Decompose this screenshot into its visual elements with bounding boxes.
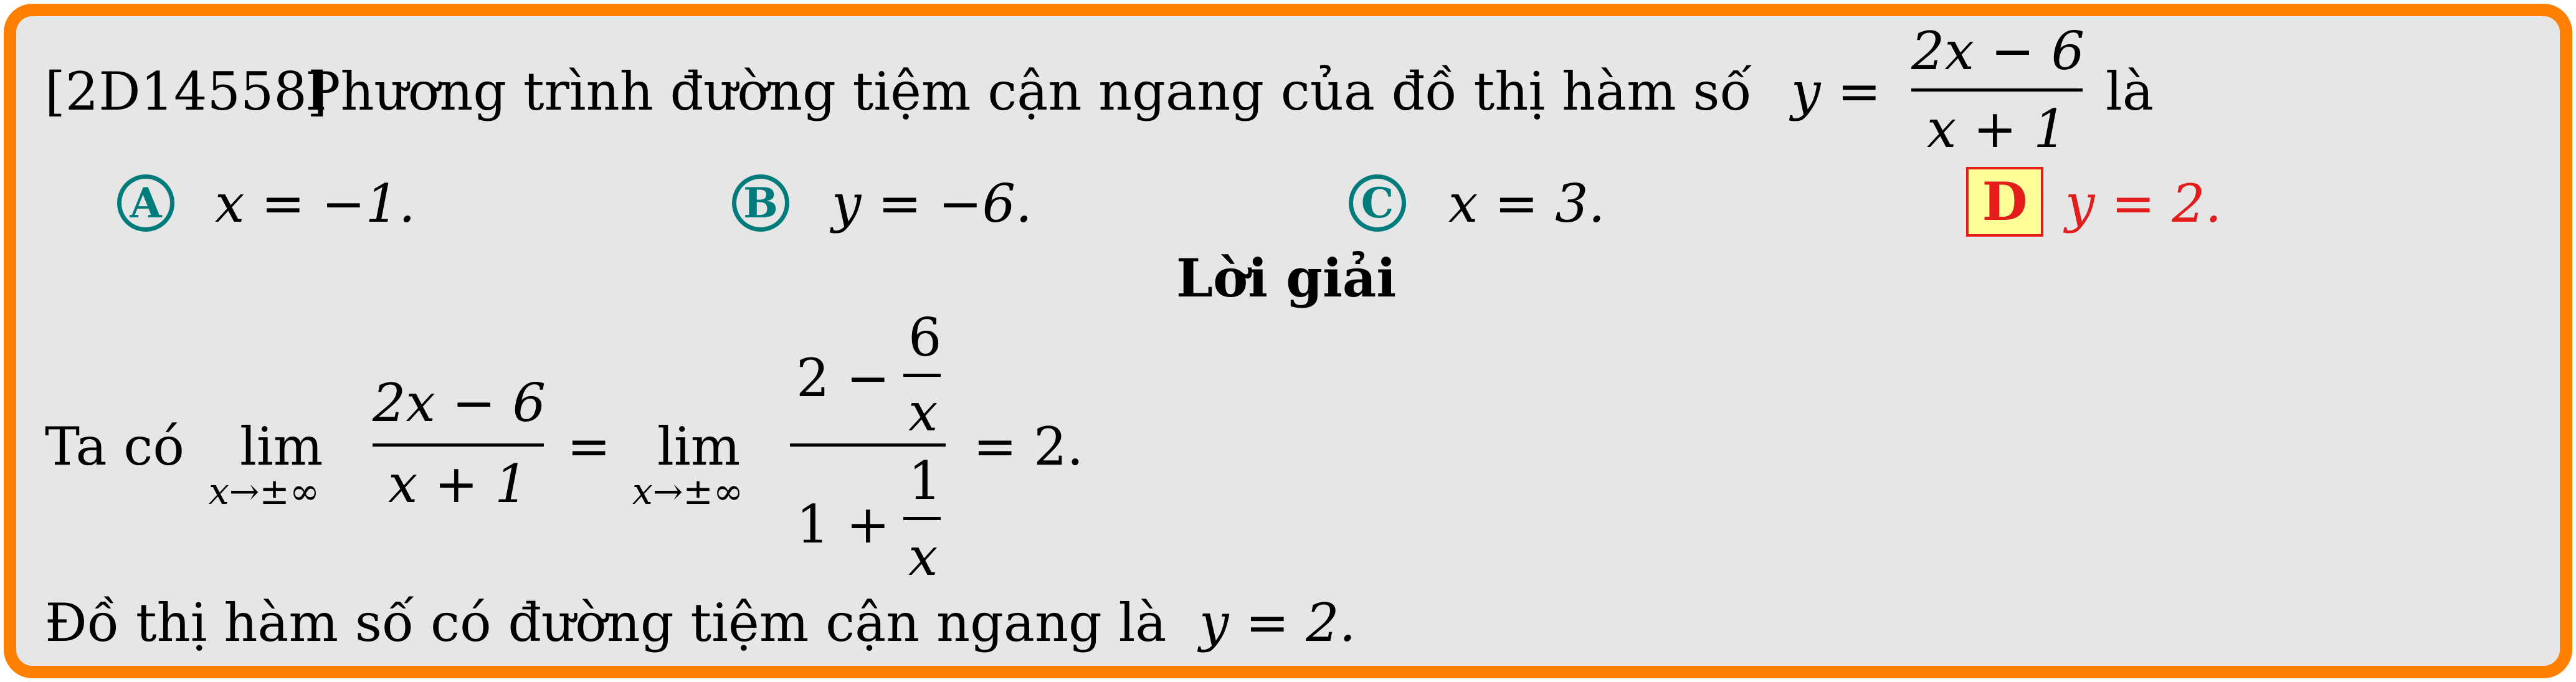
question-y-eq: y = — [1791, 61, 1881, 122]
cf-top-left: 2 − — [796, 348, 890, 409]
fraction-1-denominator: x + 1 — [388, 453, 528, 514]
cf-bottom-bar — [903, 517, 941, 520]
option-d-badge[interactable]: D — [1966, 167, 2043, 237]
option-b-badge[interactable]: B — [732, 174, 789, 232]
equals-sign: = — [567, 416, 611, 477]
fraction-1-bar — [373, 443, 544, 447]
question-tail: là — [2106, 61, 2154, 122]
conclusion-text: Đồ thị hàm số có đường tiệm cận ngang là — [45, 592, 1167, 653]
option-a-text[interactable]: x = −1. — [215, 173, 416, 234]
solution-heading: Lời giải — [1176, 247, 1397, 309]
question-numerator: 2x − 6 — [1911, 21, 2085, 82]
fraction-1-numerator: 2x − 6 — [373, 372, 546, 433]
conclusion-math: y = 2. — [1199, 592, 1356, 653]
cf-top-denominator: x — [908, 382, 938, 443]
question-id: [2D14558] — [45, 61, 328, 122]
limit-1-subscript: x→±∞ — [209, 470, 320, 513]
cf-top-numerator: 6 — [908, 307, 942, 368]
question-text: Phương trình đường tiệm cận ngang của đồ thị hàm số — [305, 61, 1752, 122]
cf-bottom-numerator: 1 — [908, 450, 942, 511]
question-fraction-bar — [1911, 88, 2083, 92]
solution-intro: Ta có — [45, 416, 184, 477]
cf-main-bar — [790, 443, 946, 447]
limit-1: lim — [240, 416, 323, 477]
cf-bottom-denominator: x — [908, 526, 938, 587]
cf-top-bar — [903, 374, 941, 377]
option-c-text[interactable]: x = 3. — [1448, 173, 1605, 234]
limit-2: lim — [657, 416, 741, 477]
option-a-badge[interactable]: A — [117, 174, 174, 232]
question-denominator: x + 1 — [1927, 98, 2067, 159]
option-d-text[interactable]: y = 2. — [2065, 173, 2222, 234]
solution-result: = 2. — [973, 416, 1084, 477]
option-b-text[interactable]: y = −6. — [832, 173, 1032, 234]
cf-bottom-left: 1 + — [796, 494, 890, 555]
limit-2-subscript: x→±∞ — [632, 470, 744, 513]
option-c-badge[interactable]: C — [1349, 174, 1406, 232]
